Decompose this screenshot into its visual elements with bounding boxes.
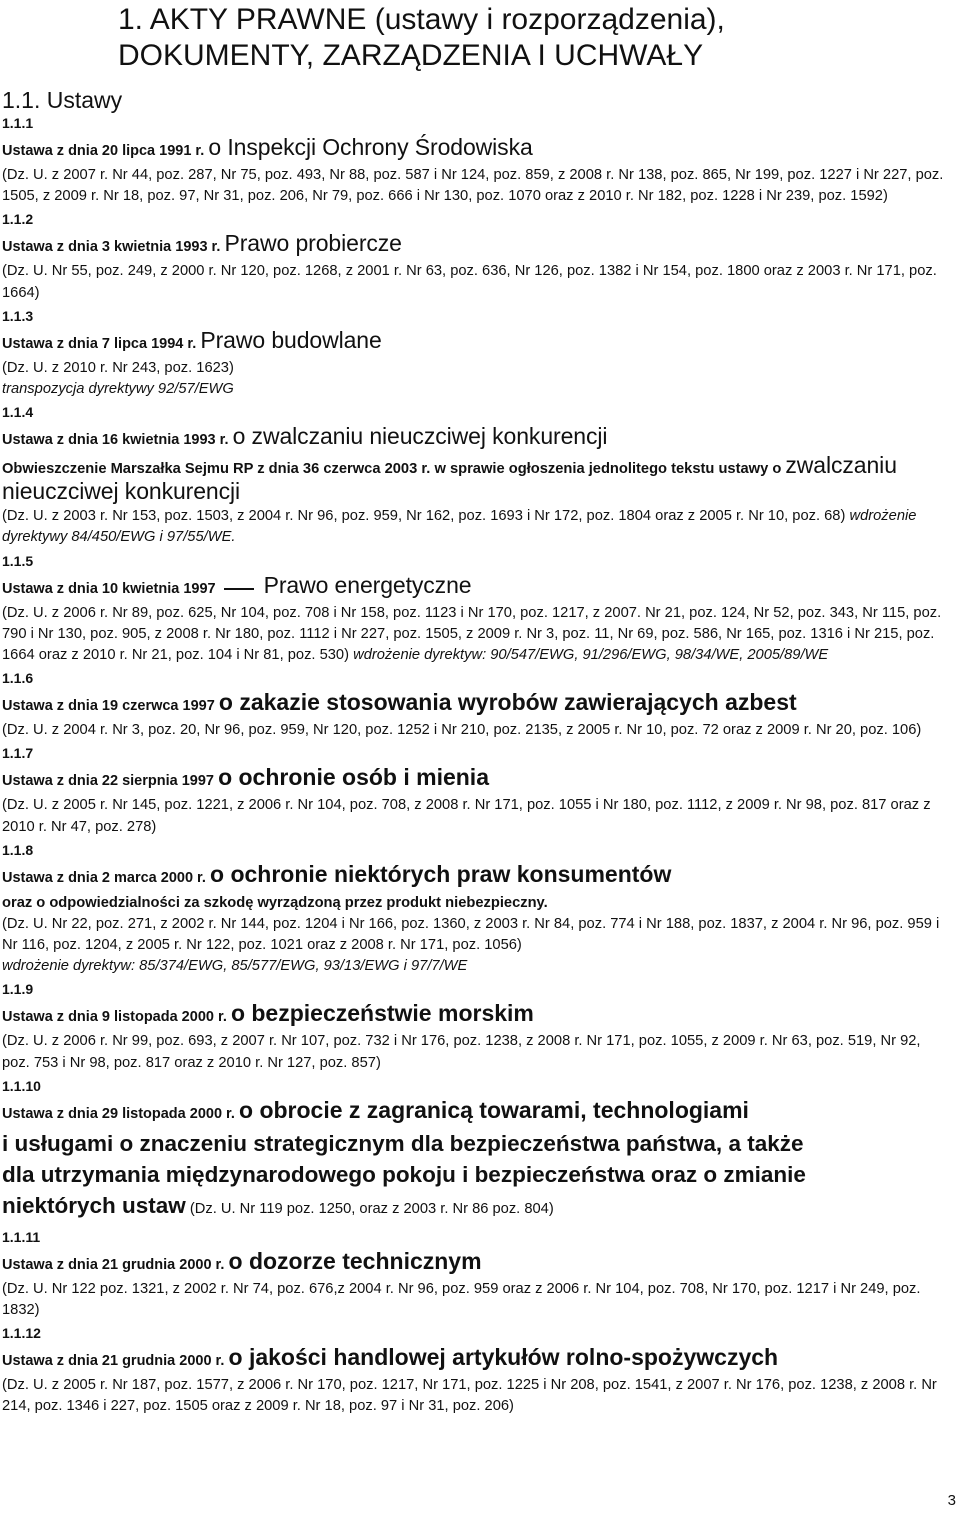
act-number: 1.1.7 bbox=[2, 745, 34, 762]
act-reference-text: (Dz. U. z 2006 r. Nr 89, poz. 625, Nr 104, poz. 708 i Nr 158, poz. 1123 i Nr 170, poz. 1217, z 2007. Nr 21, poz. 124, Nr 52, poz. 343, Nr 115, poz. 790 i Nr 130, poz. 905, z 2008 r. Nr 180, poz. 1112 i Nr 227, poz. 1505, z 2009 r. Nr 3, poz. 11, Nr 69, poz. 586, Nr 165, poz. 1316 i Nr 215, poz. 1664 oraz z 2010 r. Nr 21, poz. 104 i Nr 81, poz. 530) bbox=[2, 604, 942, 664]
act-number: 1.1.8 bbox=[2, 841, 34, 858]
act-date: Ustawa z dnia 10 kwietnia 1997 bbox=[2, 580, 216, 597]
act-heading bbox=[2, 229, 950, 261]
act-reference: (Dz. U. Nr 55, poz. 249, z 2000 r. Nr 120, poz. 1268, z 2001 r. Nr 63, poz. 636, Nr 126, poz. 1382 i Nr 154, poz. 1800 oraz z 2003 r. Nr 171, poz. 1664) bbox=[2, 263, 937, 301]
act-note: wdrożenie dyrektywy 84/450/EWG i 97/55/WE. bbox=[2, 508, 917, 546]
act-topic: o dozorze technicznym bbox=[228, 1247, 482, 1274]
act-date: Ustawa z dnia 21 grudnia 2000 r. bbox=[2, 1256, 225, 1273]
act-number: 1.1.4 bbox=[2, 404, 34, 421]
act-topic: o zakazie stosowania wyrobów zawierających azbest bbox=[218, 689, 797, 716]
act-date: Ustawa z dnia 20 lipca 1991 r. bbox=[2, 143, 205, 159]
act-note: transpozycja dyrektywy 92/57/EWG bbox=[2, 381, 234, 398]
act-heading bbox=[2, 688, 950, 720]
dash-divider bbox=[224, 588, 254, 590]
act-reference: (Dz. U. z 2006 r. Nr 99, poz. 693, z 2007 r. Nr 107, poz. 732 i Nr 176, poz. 1238, z 2008 r. Nr 171, poz. 1055, z 2009 r. Nr 63, poz. 519, Nr 92, poz. 753 i Nr 98, poz. 817 oraz z 2010 r. Nr 127, poz. 857) bbox=[2, 1033, 921, 1071]
act-topic: Prawo budowlane bbox=[200, 326, 382, 353]
act-number: 1.1.6 bbox=[2, 670, 34, 687]
act-topic: o bezpieczeństwie morskim bbox=[230, 1000, 534, 1027]
act-reference: (Dz. U. Nr 122 poz. 1321, z 2002 r. Nr 74, poz. 676,z 2004 r. Nr 96, poz. 959 oraz z 2006 r. Nr 104, poz. 708, Nr 170, poz. 1217 i Nr 249, poz. 1832) bbox=[2, 1280, 921, 1319]
act-reference: (Dz. U. z 2005 r. Nr 187, poz. 1577, z 2006 r. Nr 170, poz. 1217, Nr 171, poz. 1225 i Nr 208, poz. 1541, z 2007 r. Nr 176, poz. 1238, z 2008 r. Nr 214, poz. 1346 i 227, poz. 1505 oraz z 2009 r. Nr 18, poz. 97 i Nr 31, poz. 206) bbox=[2, 1377, 937, 1415]
act-heading bbox=[2, 1343, 950, 1375]
act-number: 1.1.1 bbox=[2, 115, 34, 131]
page-number: 3 bbox=[947, 1492, 956, 1509]
act-topic: o ochronie osób i mienia bbox=[218, 764, 489, 791]
act-topic-line-4: niektórych ustaw bbox=[2, 1192, 186, 1218]
act-number: 1.1.5 bbox=[2, 552, 34, 569]
act-number: 1.1.3 bbox=[2, 307, 34, 324]
act-reference: (Dz. U. z 2005 r. Nr 145, poz. 1221, z 2006 r. Nr 104, poz. 708, z 2008 r. Nr 171, poz. 1055 i Nr 180, poz. 1112, z 2009 r. Nr 98, poz. 817 oraz z 2010 r. Nr 47, poz. 278) bbox=[2, 797, 931, 835]
act-date: Ustawa z dnia 3 kwietnia 1993 r. bbox=[2, 239, 221, 256]
act-heading bbox=[2, 999, 950, 1031]
act-heading bbox=[2, 1247, 950, 1279]
act-date: Ustawa z dnia 21 grudnia 2000 r. bbox=[2, 1353, 225, 1370]
act-extra-topic: zwalczaniu nieuczciwej konkurencji bbox=[2, 452, 897, 505]
act-topic-line-2: i usługami o znaczeniu strategicznym dla bezpieczeństwa państwa, a także bbox=[2, 1130, 804, 1156]
act-heading bbox=[2, 571, 950, 603]
act-reference: (Dz. U. z 2004 r. Nr 3, poz. 20, Nr 96, poz. 959, Nr 120, poz. 1252 i Nr 210, poz. 2135, z 2005 r. Nr 10, poz. 72 oraz z 2009 r. Nr 20, poz. 106) bbox=[2, 722, 922, 739]
act-number: 1.1.2 bbox=[2, 211, 34, 228]
act-reference-text: (Dz. U. z 2003 r. Nr 153, poz. 1503, z 2004 r. Nr 96, poz. 959, Nr 162, poz. 1693 i Nr 172, poz. 1804 oraz z 2005 r. Nr 10, poz. 68) bbox=[2, 508, 846, 525]
act-extra-bold-2: w sprawie ogłoszenia jednolitego tekstu ustawy o bbox=[434, 461, 782, 478]
act-date: Ustawa z dnia 2 marca 2000 r. bbox=[2, 869, 206, 886]
act-reference bbox=[2, 603, 950, 667]
act-heading bbox=[2, 422, 950, 454]
act-note: wdrożenie dyrektyw: 85/374/EWG, 85/577/EWG, 93/13/EWG i 97/7/WE bbox=[2, 958, 468, 975]
act-topic: o jakości handlowej artykułów rolno-spożywczych bbox=[228, 1344, 779, 1371]
section-heading: 1.1. Ustawy bbox=[2, 87, 123, 113]
act-topic: o ochronie niektórych praw konsumentów bbox=[210, 860, 672, 887]
act-extra-bold: Obwieszczenie Marszałka Sejmu RP z dnia 36 czerwca 2003 r. bbox=[2, 461, 431, 478]
act-date: Ustawa z dnia 22 sierpnia 1997 bbox=[2, 773, 214, 790]
act-heading bbox=[2, 326, 950, 358]
act-topic: Prawo energetyczne bbox=[263, 571, 472, 598]
act-topic: o Inspekcji Ochrony Środowiska bbox=[208, 134, 533, 160]
act-topic-line-3: dla utrzymania międzynarodowego pokoju i bezpieczeństwa oraz o zmianie bbox=[2, 1161, 806, 1187]
title-line-1: 1. AKTY PRAWNE (ustawy i rozporządzenia), bbox=[118, 3, 725, 36]
act-reference bbox=[2, 506, 950, 548]
acts-list bbox=[2, 111, 950, 1418]
act-number: 1.1.9 bbox=[2, 981, 34, 998]
act-reference: (Dz. U. Nr 22, poz. 271, z 2002 r. Nr 144, poz. 1204 i Nr 166, poz. 1360, z 2003 r. Nr 84, poz. 774 i Nr 188, poz. 1837, z 2004 r. Nr 96, poz. 959 i Nr 116, poz. 1204, z 2005 r. Nr 122, poz. 1021 oraz z 2008 r. Nr 171, poz. 1056) bbox=[2, 915, 940, 954]
act-number: 1.1.11 bbox=[2, 1228, 41, 1245]
act-reference: (Dz. U. z 2007 r. Nr 44, poz. 287, Nr 75, poz. 493, Nr 88, poz. 587 i Nr 124, poz. 859, z 2008 r. Nr 138, poz. 865, Nr 199, poz. 1227 i Nr 227, poz. 1505, z 2009 r. Nr 18, poz. 97, Nr 31, poz. 206, Nr 79, poz. 666 i Nr 130, poz. 1070 oraz z 2010 r. Nr 182, poz. 1228 i Nr 239, poz. 1592) bbox=[2, 167, 944, 205]
act-date: Ustawa z dnia 29 listopada 2000 r. bbox=[2, 1105, 235, 1122]
act-date: Ustawa z dnia 19 czerwca 1997 bbox=[2, 698, 215, 715]
act-heading bbox=[2, 133, 950, 165]
act-topic: o obrocie z zagranicą towarami, technologiami bbox=[239, 1096, 749, 1123]
act-heading bbox=[2, 1096, 950, 1128]
act-heading bbox=[2, 860, 950, 892]
act-number: 1.1.12 bbox=[2, 1325, 41, 1342]
act-heading bbox=[2, 763, 950, 795]
act-number: 1.1.10 bbox=[2, 1077, 41, 1094]
act-date: Ustawa z dnia 16 kwietnia 1993 r. bbox=[2, 432, 229, 449]
document-title bbox=[118, 2, 948, 74]
act-extra bbox=[2, 454, 950, 506]
act-date: Ustawa z dnia 9 listopada 2000 r. bbox=[2, 1009, 227, 1026]
act-topic: Prawo probiercze bbox=[224, 230, 402, 257]
act-note: wdrożenie dyrektyw: 90/547/EWG, 91/296/EWG, 98/34/WE, 2005/89/WE bbox=[353, 647, 829, 664]
act-reference-line bbox=[2, 1190, 950, 1225]
act-extra-bold: oraz o odpowiedzialności za szkodę wyrządzoną przez produkt niebezpieczny. bbox=[2, 894, 548, 911]
act-reference: (Dz. U. Nr 119 poz. 1250, oraz z 2003 r. Nr 86 poz. 804) bbox=[189, 1200, 554, 1217]
act-reference: (Dz. U. z 2010 r. Nr 243, poz. 1623) bbox=[2, 359, 234, 376]
act-date: Ustawa z dnia 7 lipca 1994 r. bbox=[2, 335, 197, 352]
act-topic: o zwalczaniu nieuczciwej konkurencji bbox=[232, 423, 608, 450]
title-line-2: DOKUMENTY, ZARZĄDZENIA I UCHWAŁY bbox=[118, 39, 704, 72]
